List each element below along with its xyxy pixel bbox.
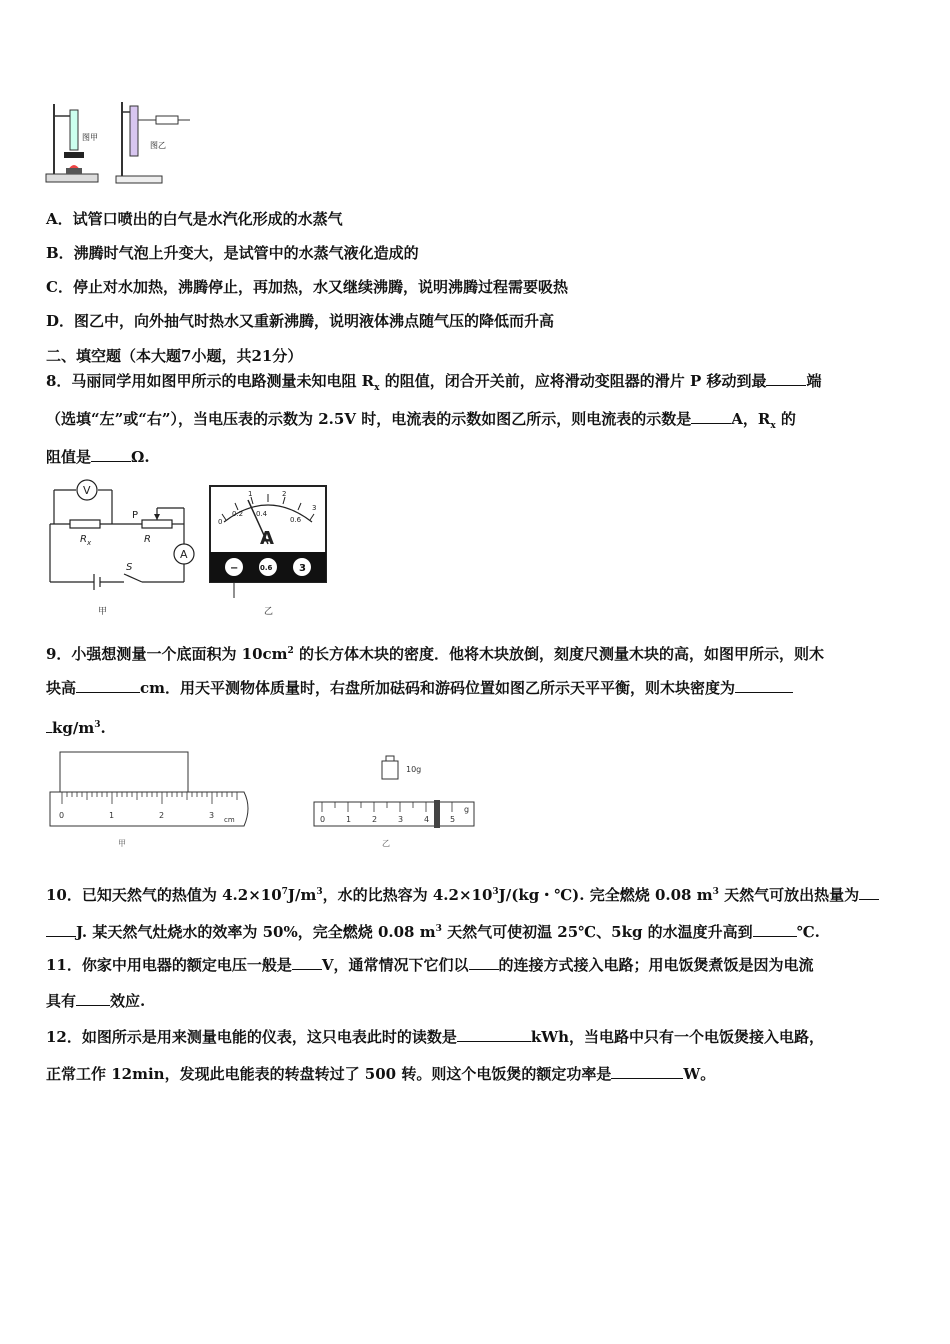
option-a: A．试管口喷出的白气是水汽化形成的水蒸气 [46,210,343,228]
scale-0.6: 0.6 [290,516,302,524]
balance-caption: 乙 [382,839,390,848]
boiling-apparatus-figure [44,98,196,188]
q8-text-1c: 端 [806,372,822,390]
q9-line-3 [46,714,106,739]
q9-blank-2[interactable] [735,677,793,693]
q8-text-2a: （选填“左”或“右”），当电压表的示数为 2.5V 时，电流表的示数如图乙所示，则电流表的示数是 [46,410,692,428]
q10-sup-1: 7 [281,887,288,897]
q8-text-1b: 的阻值，闭合开关前，应将滑动变阻器的滑片 P 移动到最 [379,372,767,390]
option-c: C．停止对水加热，沸腾停止，再加热，水又继续沸腾，说明沸腾过程需要吸热 [46,278,568,296]
switch-label: S [126,562,133,573]
q8-text-2b: A，R [731,410,771,428]
q10-line-2 [46,918,820,943]
q8-line-3 [46,446,150,468]
beam-tick-0: 0 [320,815,326,824]
q10-text-1b: J/m [287,886,317,904]
beam-unit: g [464,805,470,814]
q11-blank-2[interactable] [469,954,499,970]
q12-text-1b: kWh，当电路中只有一个电饭煲接入电路， [530,1028,825,1046]
q8-line-2 [46,408,796,437]
beam-tick-4: 4 [424,815,430,824]
ruler-unit: cm [224,816,235,824]
q12-blank-1[interactable] [457,1026,531,1042]
beam-tick-1: 1 [346,815,352,824]
figure-a-label: 图甲 [82,133,98,142]
ruler-tick-0: 0 [59,811,65,820]
rx-label: R [80,534,87,545]
q9-sup-1: 2 [287,646,294,656]
q9-text-3a: kg/m [52,719,95,737]
q11-blank-1[interactable] [292,954,322,970]
scale-1: 1 [248,490,253,498]
q10-line-1 [46,881,879,906]
terminal-0.6: 0.6 [260,564,273,572]
q10-text-2b: 天然气可使初温 25℃、5kg 的水温度升高到 [441,923,753,941]
q10-text-1d: J/(kg・℃). 完全燃烧 0.08 m [498,886,713,904]
ammeter-figure [208,484,332,620]
q10-text-2a: J. 某天然气灶烧水的效率为 50%，完全燃烧 0.08 m [76,923,436,941]
voltmeter-label: V [83,484,91,497]
q12-line-1 [46,1026,824,1048]
q11-line-1 [46,954,814,976]
option-b: B．沸腾时气泡上升变大，是试管中的水蒸气液化造成的 [46,244,419,262]
q8-text-3b: Ω. [131,448,150,466]
q11-text-1c: 的连接方式接入电路；用电饭煲煮饭是因为电流 [498,956,814,974]
q8-sub-1: x [374,383,380,393]
beam-tick-3: 3 [398,815,404,824]
q8-text-2c: 的 [775,410,796,428]
q12-text-2a: 正常工作 12min，发现此电能表的转盘转过了 500 转。则这个电饭煲的额定功率是 [46,1065,612,1083]
ruler-tick-3: 3 [209,811,215,820]
q8-blank-3[interactable] [91,446,131,462]
q10-text-1a: 10．已知天然气的热值为 4.2×10 [46,886,282,904]
scale-2: 2 [282,490,287,498]
circuit-caption: 甲 [98,607,108,617]
q11-text-1a: 11．你家中用电器的额定电压一般是 [46,956,292,974]
section-title: 二、填空题（本大题7小题，共21分） [46,347,303,365]
q11-line-2 [46,990,145,1012]
ruler-tick-2: 2 [159,811,165,820]
q9-line-1 [46,640,824,665]
q12-line-2 [46,1063,715,1085]
q9-text-2b: cm．用天平测物体质量时，右盘所加砝码和游码位置如图乙所示天平平衡，则木块密度为 [140,679,736,697]
q10-sup-2: 3 [316,887,323,897]
balance-figure [310,748,482,852]
q10-sup-5: 3 [435,924,442,934]
scale-0: 0 [218,518,223,526]
q10-blank-2[interactable] [753,921,797,937]
p-label: P [132,510,139,521]
q11-text-1b: V，通常情况下它们以 [321,956,469,974]
circuit-diagram [44,478,204,618]
q12-blank-2[interactable] [611,1063,683,1079]
ammeter-unit: A [260,528,274,549]
q10-sup-4: 3 [712,887,719,897]
q10-sup-3: 3 [492,887,499,897]
scale-0.2: 0.2 [232,510,244,518]
q9-text-1b: 的长方体木块的密度．他将木块放倒，刻度尺测量木块的高，如图甲所示，则木 [293,645,825,663]
q9-text-1a: 9．小强想测量一个底面积为 10cm [46,645,288,663]
q8-blank-2[interactable] [691,408,731,424]
q8-sub-2: x [770,421,776,431]
q9-line-2 [46,677,793,699]
q9-sup-3: 3 [94,720,101,730]
q11-text-2b: 效应. [110,992,146,1010]
ruler-figure [46,748,256,852]
r-label: R [144,534,151,545]
q10-blank-1[interactable] [859,884,879,900]
q12-text-2b: W。 [683,1065,716,1083]
q10-text-1c: ，水的比热容为 4.2×10 [322,886,493,904]
q9-blank-1[interactable] [76,677,140,693]
terminal-3: 3 [299,563,306,574]
q8-text-1a: 8．马丽同学用如图甲所示的电路测量未知电阻 R [46,372,375,390]
q11-blank-3[interactable] [76,990,110,1006]
q8-blank-1[interactable] [766,370,806,386]
q8-text-3a: 阻值是 [46,448,92,466]
figure-b-label: 图乙 [150,141,166,150]
q8-line-1 [46,370,821,399]
scale-3: 3 [312,504,317,512]
ruler-caption: 甲 [118,839,126,848]
beam-tick-5: 5 [450,815,456,824]
q11-text-2a: 具有 [46,992,77,1010]
q10-text-1e: 天然气可放出热量为 [718,886,860,904]
q10-text-2c: ℃. [796,923,820,941]
option-d: D．图乙中，向外抽气时热水又重新沸腾，说明液体沸点随气压的降低而升高 [46,312,555,330]
beam-tick-2: 2 [372,815,378,824]
svg-text:Rx [80,534,92,547]
weight-label: 10g [406,765,422,774]
ruler-tick-1: 1 [109,811,115,820]
ammeter-label: A [180,548,188,561]
q9-text-3b: . [100,719,106,737]
q12-text-1a: 12．如图所示是用来测量电能的仪表，这只电表此时的读数是 [46,1028,457,1046]
terminal-minus: − [230,563,239,574]
scale-0.4: 0.4 [256,510,268,518]
ammeter-caption: 乙 [264,607,274,617]
rx-label-sub: x [86,539,92,547]
q10-blank-1-cont[interactable] [46,921,76,937]
q9-text-2a: 块高 [46,679,77,697]
